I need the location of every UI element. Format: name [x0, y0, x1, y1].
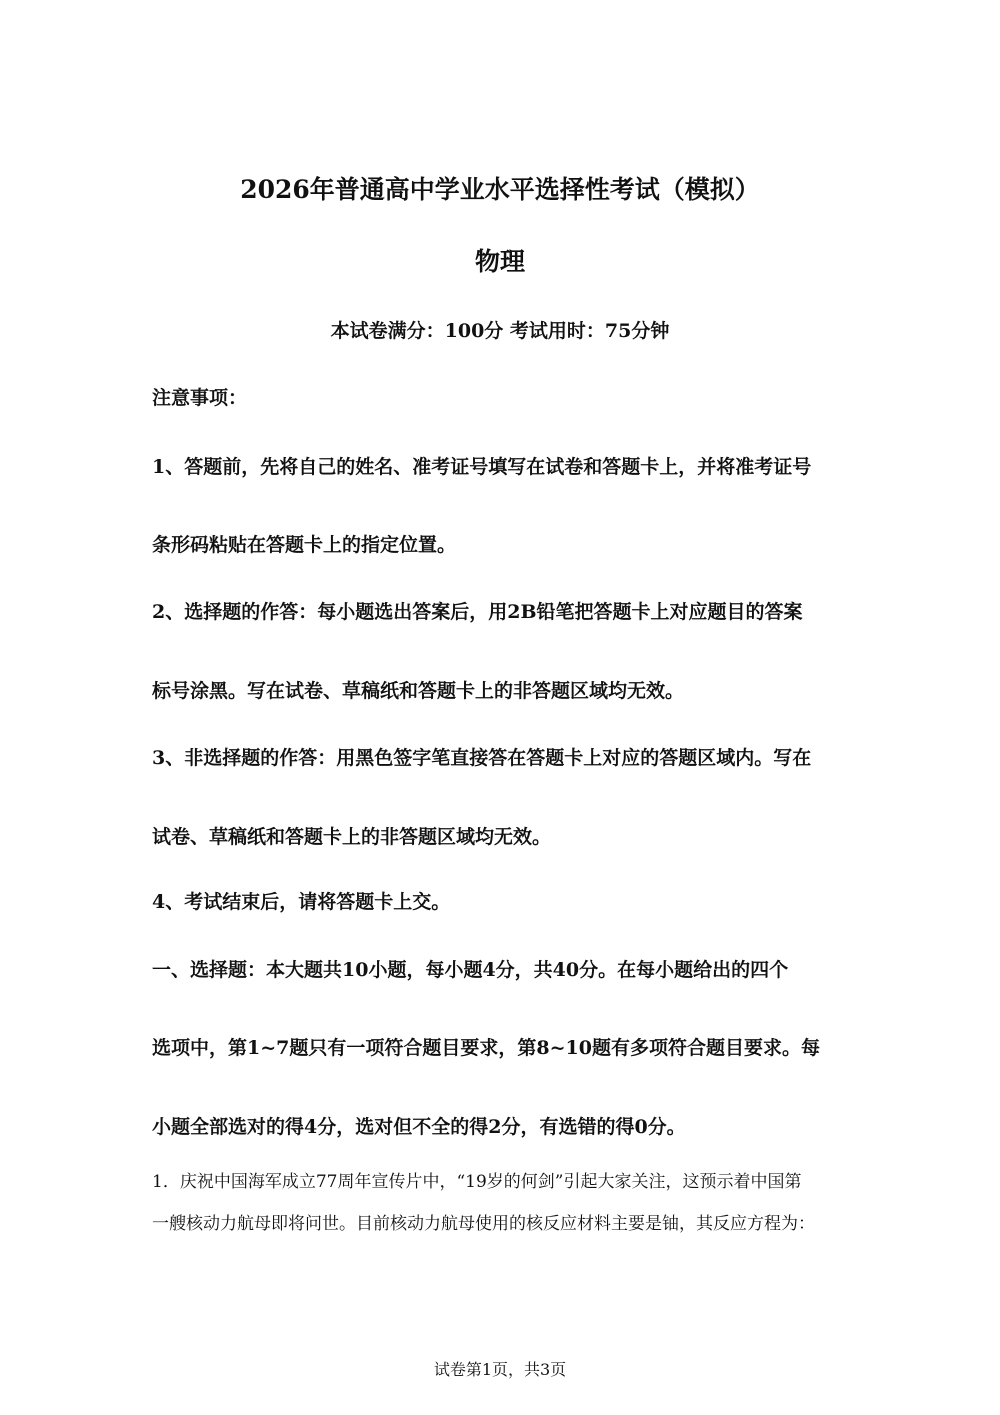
subject-title: 物理: [474, 247, 525, 276]
exam-info: 本试卷满分：100分 考试用时：75分钟: [330, 320, 670, 342]
notes-line: 标号涂黑。写在试卷、草稿纸和答题卡上的非答题区域均无效。: [152, 680, 685, 702]
page-footer: 试卷第1页，共3页: [433, 1360, 567, 1379]
question1-line: 一艘核动力航母即将问世。目前核动力航母使用的核反应材料主要是铀，其反应方程为：: [152, 1214, 815, 1234]
notes-line: 3、非选择题的作答：用黑色签字笔直接答在答题卡上对应的答题区域内。写在: [152, 747, 812, 769]
section1-line: 选项中，第1~7题只有一项符合题目要求，第8~10题有多项符合题目要求。每: [152, 1037, 820, 1059]
notes-line: 1、答题前，先将自己的姓名、准考证号填写在试卷和答题卡上，并将准考证号: [152, 456, 812, 478]
notes-line: 条形码粘贴在答题卡上的指定位置。: [152, 534, 457, 556]
exam-title: 2026年普通高中学业水平选择性考试（模拟）: [240, 175, 760, 204]
notes-line: 2、选择题的作答：每小题选出答案后，用2B铅笔把答题卡上对应题目的答案: [152, 601, 803, 623]
section1-line: 小题全部选对的得4分，选对但不全的得2分，有选错的得0分。: [152, 1116, 686, 1138]
notes-line: 试卷、草稿纸和答题卡上的非答题区域均无效。: [152, 826, 552, 848]
notes-line: 4、考试结束后，请将答题卡上交。: [152, 891, 451, 913]
notes-heading: 注意事项：: [152, 387, 248, 409]
section1-line: 一、选择题：本大题共10小题，每小题4分，共40分。在每小题给出的四个: [152, 959, 789, 981]
question1-line: 1．庆祝中国海军成立77周年宣传片中，“19岁的何剑”引起大家关注，这预示着中国第: [152, 1172, 802, 1192]
